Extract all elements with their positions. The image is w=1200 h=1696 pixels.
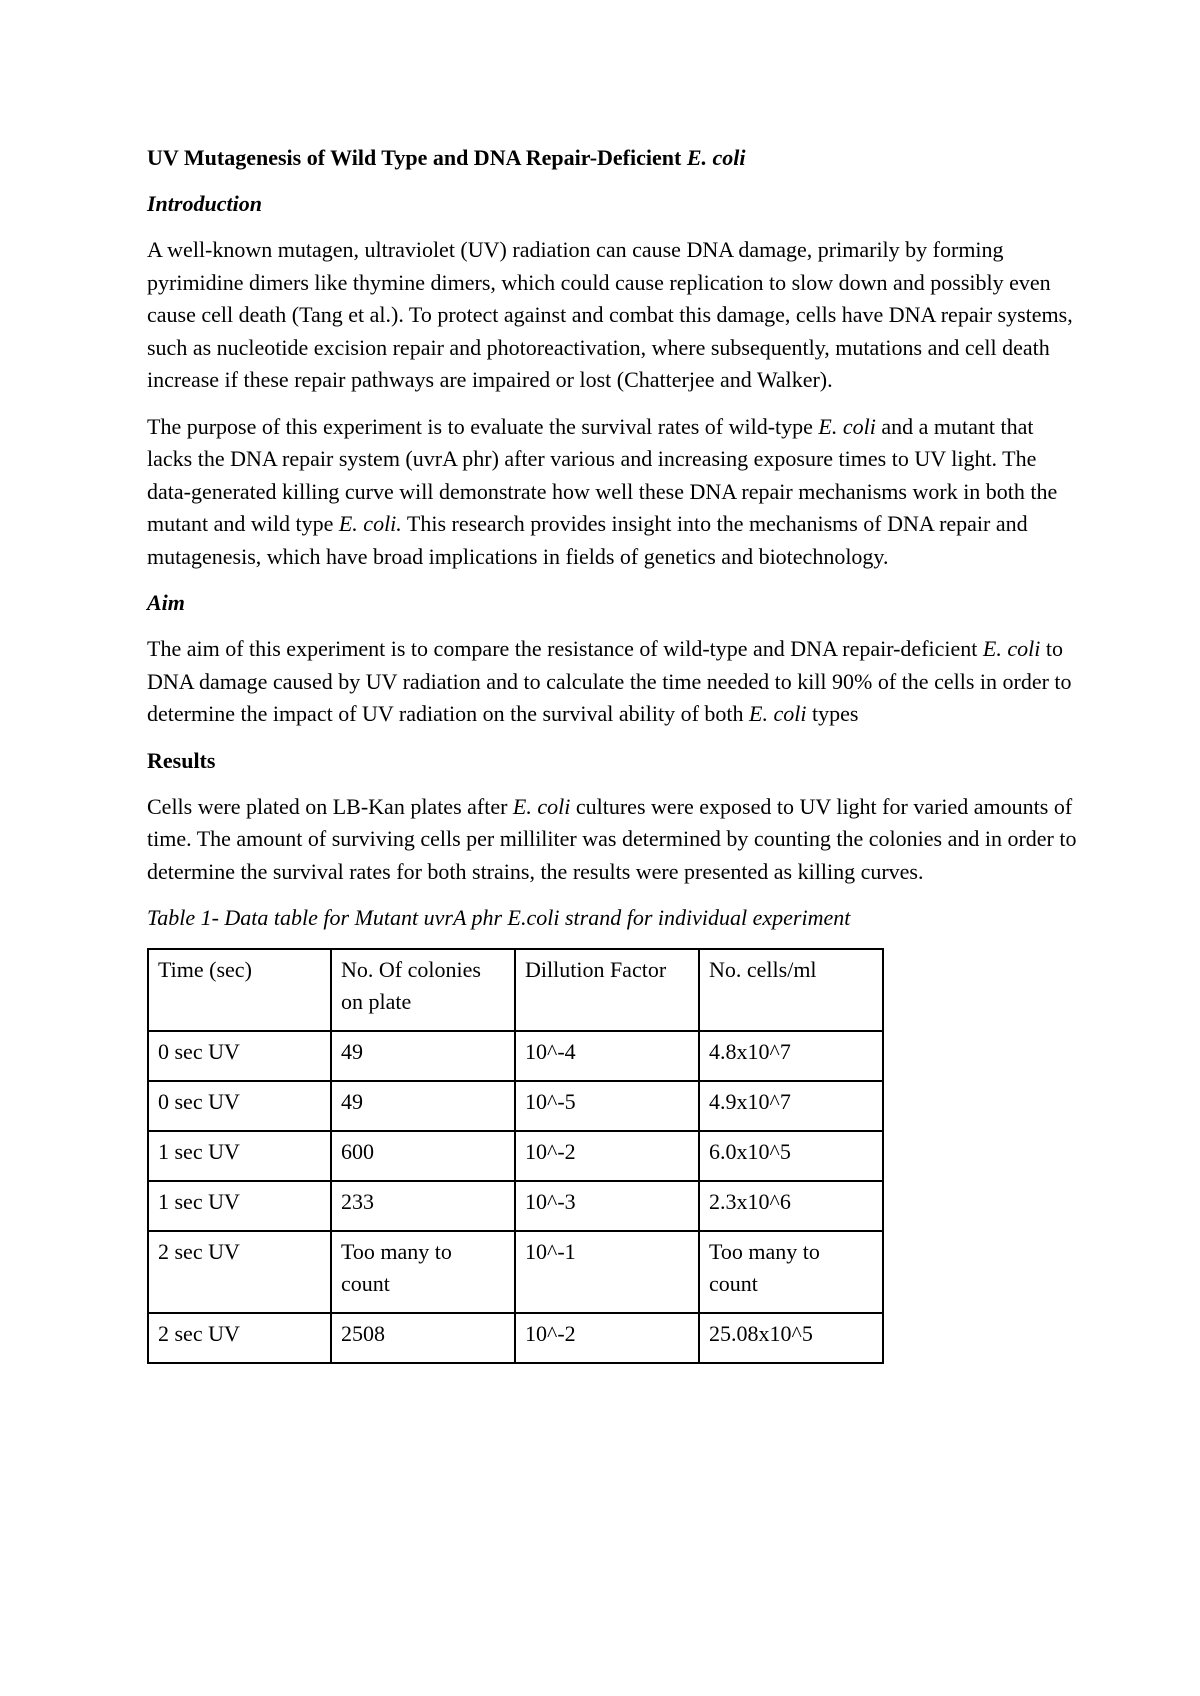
table-row: [148, 1081, 883, 1131]
aim-paragraph: [147, 633, 1077, 731]
table-row: [148, 1131, 883, 1181]
intro-paragraph-2: [147, 411, 1077, 574]
results-paragraph: [147, 791, 1077, 889]
table-cell: 233: [331, 1181, 515, 1231]
table-cell: 1 sec UV: [148, 1181, 331, 1231]
table-row: [148, 1031, 883, 1081]
table-cell: Too many to count: [699, 1231, 883, 1313]
aim-italic-1: E. coli: [982, 636, 1041, 661]
aim-text-b: to DNA damage caused by UV radiation and to calculate the time needed to kill 90% of the cells in order to determine the impact of UV radiation on the survival ability of both: [147, 636, 1072, 726]
table-cell: 10^-5: [515, 1081, 699, 1131]
table-header-cell: No. Of colonies on plate: [331, 949, 515, 1031]
table-cell: 4.8x10^7: [699, 1031, 883, 1081]
title-italic-text: E. coli: [686, 145, 746, 170]
table-row: [148, 1231, 883, 1313]
introduction-heading: Introduction: [147, 191, 262, 216]
table-cell: 25.08x10^5: [699, 1313, 883, 1363]
table-cell: 2508: [331, 1313, 515, 1363]
table-cell: 10^-4: [515, 1031, 699, 1081]
aim-italic-2: E. coli: [749, 701, 807, 726]
title-text: UV Mutagenesis of Wild Type and DNA Repair-Deficient: [147, 145, 687, 170]
table-cell: Too many to count: [331, 1231, 515, 1313]
table-cell: 0 sec UV: [148, 1031, 331, 1081]
results-italic-1: E. coli: [512, 793, 571, 819]
document-title: [147, 142, 1077, 174]
results-text-a: Cells were plated on LB-Kan plates after: [147, 793, 513, 819]
table-cell: 2 sec UV: [148, 1231, 331, 1313]
results-heading: Results: [147, 747, 216, 773]
intro-p2-text-a: The purpose of this experiment is to evaluate the survival rates of wild-type: [147, 413, 819, 439]
table-header-cell: Time (sec): [148, 949, 331, 1031]
aim-text-c: types: [806, 701, 859, 726]
table-cell: 49: [331, 1031, 515, 1081]
intro-p2-italic-2: E. coli.: [338, 511, 402, 536]
table-header-cell: Dillution Factor: [515, 949, 699, 1031]
table-header-cell: No. cells/ml: [699, 949, 883, 1031]
aim-text-a: The aim of this experiment is to compare the resistance of wild-type and DNA repair-deficient: [147, 636, 983, 661]
table-cell: 0 sec UV: [148, 1081, 331, 1131]
table-cell: 2 sec UV: [148, 1313, 331, 1363]
aim-heading: Aim: [147, 590, 185, 615]
table-cell: 49: [331, 1081, 515, 1131]
intro-p2-text-c: This research provides insight into the mechanisms of DNA repair and mutagenesis, which have broad implications in fields of genetics and biotechnology.: [147, 511, 1028, 569]
document-page: [147, 142, 1077, 1364]
intro-p2-text-b: and a mutant that lacks the DNA repair system (uvrA phr) after various and increasing exposure times to UV light. The data-generated killing curve will demonstrate how well these DNA repair mechanisms work in both the mutant and wild type: [147, 413, 1058, 536]
table-cell: 600: [331, 1131, 515, 1181]
table-cell: 1 sec UV: [148, 1131, 331, 1181]
table-caption: Table 1- Data table for Mutant uvrA phr E.coli strand for individual experiment: [147, 905, 851, 930]
intro-paragraph-1: A well-known mutagen, ultraviolet (UV) radiation can cause DNA damage, primarily by forming pyrimidine dimers like thymine dimers, which could cause replication to slow down and possibly even cause cell death (Tang et al.). To protect against and combat this damage, cells have DNA repair systems, such as nucleotide excision repair and photoreactivation, where subsequently, mutations and cell death increase if these repair pathways are impaired or lost (Chatterjee and Walker).: [147, 237, 1073, 392]
table-cell: 10^-3: [515, 1181, 699, 1231]
data-table: [147, 948, 884, 1364]
table-cell: 6.0x10^5: [699, 1131, 883, 1181]
table-cell: 2.3x10^6: [699, 1181, 883, 1231]
intro-p2-italic-1: E. coli: [818, 413, 876, 439]
results-text-b: cultures were exposed to UV light for varied amounts of time. The amount of surviving cells per milliliter was determined by counting the colonies and in order to determine the survival rates for both strains, the results were presented as killing curves.: [147, 793, 1077, 884]
table-row: [148, 1313, 883, 1363]
table-cell: 10^-2: [515, 1131, 699, 1181]
table-header-row: [148, 949, 883, 1031]
table-cell: 4.9x10^7: [699, 1081, 883, 1131]
table-cell: 10^-1: [515, 1231, 699, 1313]
table-row: [148, 1181, 883, 1231]
table-cell: 10^-2: [515, 1313, 699, 1363]
